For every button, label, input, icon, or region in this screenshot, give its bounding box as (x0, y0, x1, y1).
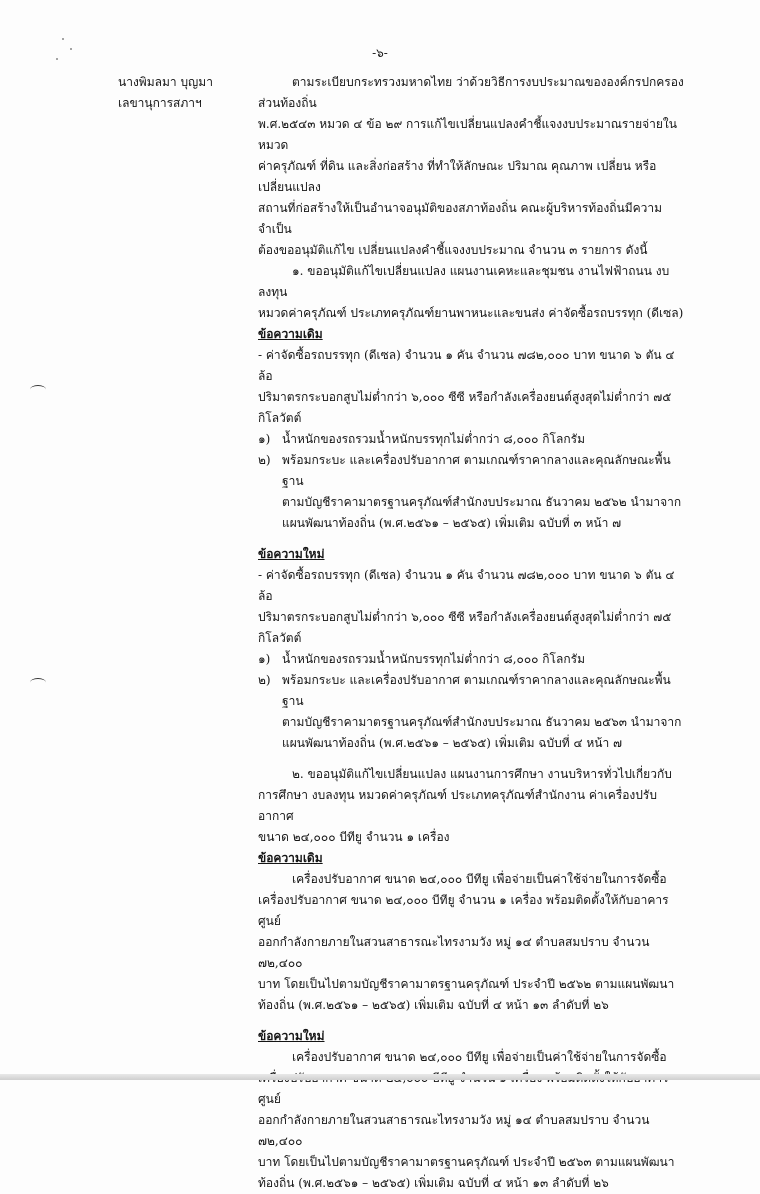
item-1-new-line: ปริมาตรกระบอกสูบไม่ต่ำกว่า ๖,๐๐๐ ซีซี หรือกำลังเครื่องยนต์สูงสุดไม่ต่ำกว่า ๗๕ (258, 610, 672, 624)
intro-line: สถานที่ก่อสร้างให้เป็นอำนาจอนุมัติของสภาท้องถิ่น คณะผู้บริหารท้องถิ่นมีความจำเป็น (258, 201, 663, 236)
page-number: -๖- (372, 46, 388, 60)
item-2-line: การศึกษา งบลงทุน หมวดค่าครุภัณฑ์ ประเภทครุภัณฑ์สำนักงาน ค่าเครื่องปรับอากาศ (258, 788, 657, 823)
item-2-new-line: บาท โดยเป็นไปตามบัญชีราคามาตรฐานครุภัณฑ์ ประจำปี ๒๕๖๓ ตามแผนพัฒนา (258, 1155, 675, 1169)
sublist-item (258, 670, 690, 754)
sublist-item (258, 649, 690, 670)
item-2-old-line: ท้องถิ่น (พ.ศ.๒๕๖๑ – ๒๕๖๕) เพิ่มเติม ฉบับที่ ๔ หน้า ๑๓ ลำดับที่ ๒๖ (258, 998, 609, 1012)
item-2-old-heading: ข้อความเดิม (258, 851, 323, 865)
intro-line: ตามระเบียบกระทรวงมหาดไทย ว่าด้วยวิธีการงบประมาณขององค์กรปกครองส่วนท้องถิ่น (258, 75, 684, 110)
item-1-old-line: ปริมาตรกระบอกสูบไม่ต่ำกว่า ๖,๐๐๐ ซีซี หรือกำลังเครื่องยนต์สูงสุดไม่ต่ำกว่า ๗๕ (258, 390, 672, 404)
item-2 (258, 764, 690, 1194)
scan-bottom-edge (0, 1074, 760, 1080)
sublist-text (282, 670, 690, 754)
scan-mark-2 (30, 678, 46, 687)
scan-speck (56, 58, 58, 60)
item-2-new-heading: ข้อความใหม่ (258, 1029, 325, 1043)
speaker-column (118, 72, 238, 114)
sublist-num: ๒) (258, 453, 271, 467)
sublist-num: ๑) (258, 652, 271, 666)
scan-speck (70, 48, 72, 50)
sublist-item (258, 429, 690, 450)
scan-speck (62, 38, 64, 40)
item-1-line: ๑. ขออนุมัติแก้ไขเปลี่ยนแปลง แผนงานเคหะและชุมชน งานไฟฟ้าถนน งบลงทุน (258, 264, 670, 299)
item-2-old-line: ออกกำลังกายภายในสวนสาธารณะไทรงามวัง หมู่ ๑๔ ตำบลสมปราบ จำนวน ๗๒,๔๐๐ (258, 935, 650, 970)
item-1-new-line: - ค่าจัดซื้อรถบรรทุก (ดีเซล) จำนวน ๑ คัน จำนวน ๗๘๒,๐๐๐ บาท ขนาด ๖ ตัน ๔ ล้อ (258, 568, 675, 603)
sublist-line: พร้อมกระบะ และเครื่องปรับอากาศ ตามเกณฑ์ราคากลางและคุณลักษณะพื้นฐาน (282, 453, 671, 488)
item-2-new-line: เครื่องปรับอากาศ ขนาด ๒๔,๐๐๐ บีทียู เพื่อจ่ายเป็นค่าใช้จ่ายในการจัดซื้อ (292, 1050, 667, 1064)
sublist-line: ตามบัญชีราคามาตรฐานครุภัณฑ์สำนักงบประมาณ ธันวาคม ๒๕๖๓ นำมาจาก (282, 715, 682, 729)
item-1 (258, 261, 690, 754)
item-2-new-line: ท้องถิ่น (พ.ศ.๒๕๖๑ – ๒๕๖๕) เพิ่มเติม ฉบับที่ ๔ หน้า ๑๓ ลำดับที่ ๒๖ (258, 1176, 609, 1190)
sublist-line: แผนพัฒนาท้องถิ่น (พ.ศ.๒๕๖๑ – ๒๕๖๕) เพิ่มเติม ฉบับที่ ๔ หน้า ๗ (282, 736, 623, 750)
item-2-old-line: เครื่องปรับอากาศ ขนาด ๒๔,๐๐๐ บีทียู จำนวน ๑ เครื่อง พร้อมติดตั้งให้กับอาคารศูนย์ (258, 893, 669, 928)
item-2-old-line: เครื่องปรับอากาศ ขนาด ๒๔,๐๐๐ บีทียู เพื่อจ่ายเป็นค่าใช้จ่ายในการจัดซื้อ (292, 872, 667, 886)
sublist-item (258, 450, 690, 534)
item-1-old-sublist (258, 429, 690, 534)
item-2-old-line: บาท โดยเป็นไปตามบัญชีราคามาตรฐานครุภัณฑ์ ประจำปี ๒๕๖๒ ตามแผนพัฒนา (258, 977, 675, 991)
item-1-old-line: - ค่าจัดซื้อรถบรรทุก (ดีเซล) จำนวน ๑ คัน จำนวน ๗๘๒,๐๐๐ บาท ขนาด ๖ ตัน ๔ ล้อ (258, 348, 675, 383)
spacer (258, 754, 690, 764)
sublist-num: ๑) (258, 432, 271, 446)
item-1-line: หมวดค่าครุภัณฑ์ ประเภทครุภัณฑ์ยานพาหนะและขนส่ง ค่าจัดซื้อรถบรรทุก (ดีเซล) (258, 306, 684, 320)
item-1-old-heading: ข้อความเดิม (258, 327, 323, 341)
speaker-title: เลขานุการสภาฯ (118, 96, 202, 110)
item-1-new-line: กิโลวัตต์ (258, 631, 302, 645)
sublist-line: ตามบัญชีราคามาตรฐานครุภัณฑ์สำนักงบประมาณ ธันวาคม ๒๕๖๒ นำมาจาก (282, 495, 682, 509)
item-2-line: ขนาด ๒๔,๐๐๐ บีทียู จำนวน ๑ เครื่อง (258, 830, 450, 844)
item-2-line: ๒. ขออนุมัติแก้ไขเปลี่ยนแปลง แผนงานการศึกษา งานบริหารทั่วไปเกี่ยวกับ (292, 767, 672, 781)
item-1-new-heading: ข้อความใหม่ (258, 547, 325, 561)
spacer (258, 1016, 690, 1026)
sublist-line: แผนพัฒนาท้องถิ่น (พ.ศ.๒๕๖๑ – ๒๕๖๕) เพิ่มเติม ฉบับที่ ๓ หน้า ๗ (282, 516, 622, 530)
item-2-new-line: ออกกำลังกายภายในสวนสาธารณะไทรงามวัง หมู่ ๑๔ ตำบลสมปราบ จำนวน ๗๒,๔๐๐ (258, 1113, 650, 1148)
intro-line: ค่าครุภัณฑ์ ที่ดิน และสิ่งก่อสร้าง ที่ทำให้ลักษณะ ปริมาณ คุณภาพ เปลี่ยน หรือ เปลี่ยนแปลง (258, 159, 657, 194)
sublist-text: น้ำหนักของรถรวมน้ำหนักบรรทุกไม่ต่ำกว่า ๘,๐๐๐ กิโลกรัม (282, 652, 585, 666)
item-1-new-sublist (258, 649, 690, 754)
item-1-old-line: กิโลวัตต์ (258, 411, 302, 425)
intro-line: พ.ศ.๒๕๔๓ หมวด ๔ ข้อ ๒๙ การแก้ไขเปลี่ยนแปลงคำชี้แจงงบประมาณรายจ่ายในหมวด (258, 117, 677, 152)
intro-paragraph (258, 72, 690, 261)
scan-mark-1 (30, 385, 46, 394)
intro-line: ต้องขออนุมัติแก้ไข เปลี่ยนแปลงคำชี้แจงงบประมาณ จำนวน ๓ รายการ ดังนี้ (258, 243, 648, 257)
document-body (258, 72, 690, 1194)
sublist-text (282, 450, 690, 534)
sublist-text: น้ำหนักของรถรวมน้ำหนักบรรทุกไม่ต่ำกว่า ๘,๐๐๐ กิโลกรัม (282, 432, 585, 446)
sublist-num: ๒) (258, 673, 271, 687)
speaker-name: นางพิมลมา บุญมา (118, 75, 213, 89)
spacer (258, 534, 690, 544)
item-2-new-line: ศูนย์ (258, 1092, 281, 1106)
sublist-line: พร้อมกระบะ และเครื่องปรับอากาศ ตามเกณฑ์ราคากลางและคุณลักษณะพื้นฐาน (282, 673, 671, 708)
